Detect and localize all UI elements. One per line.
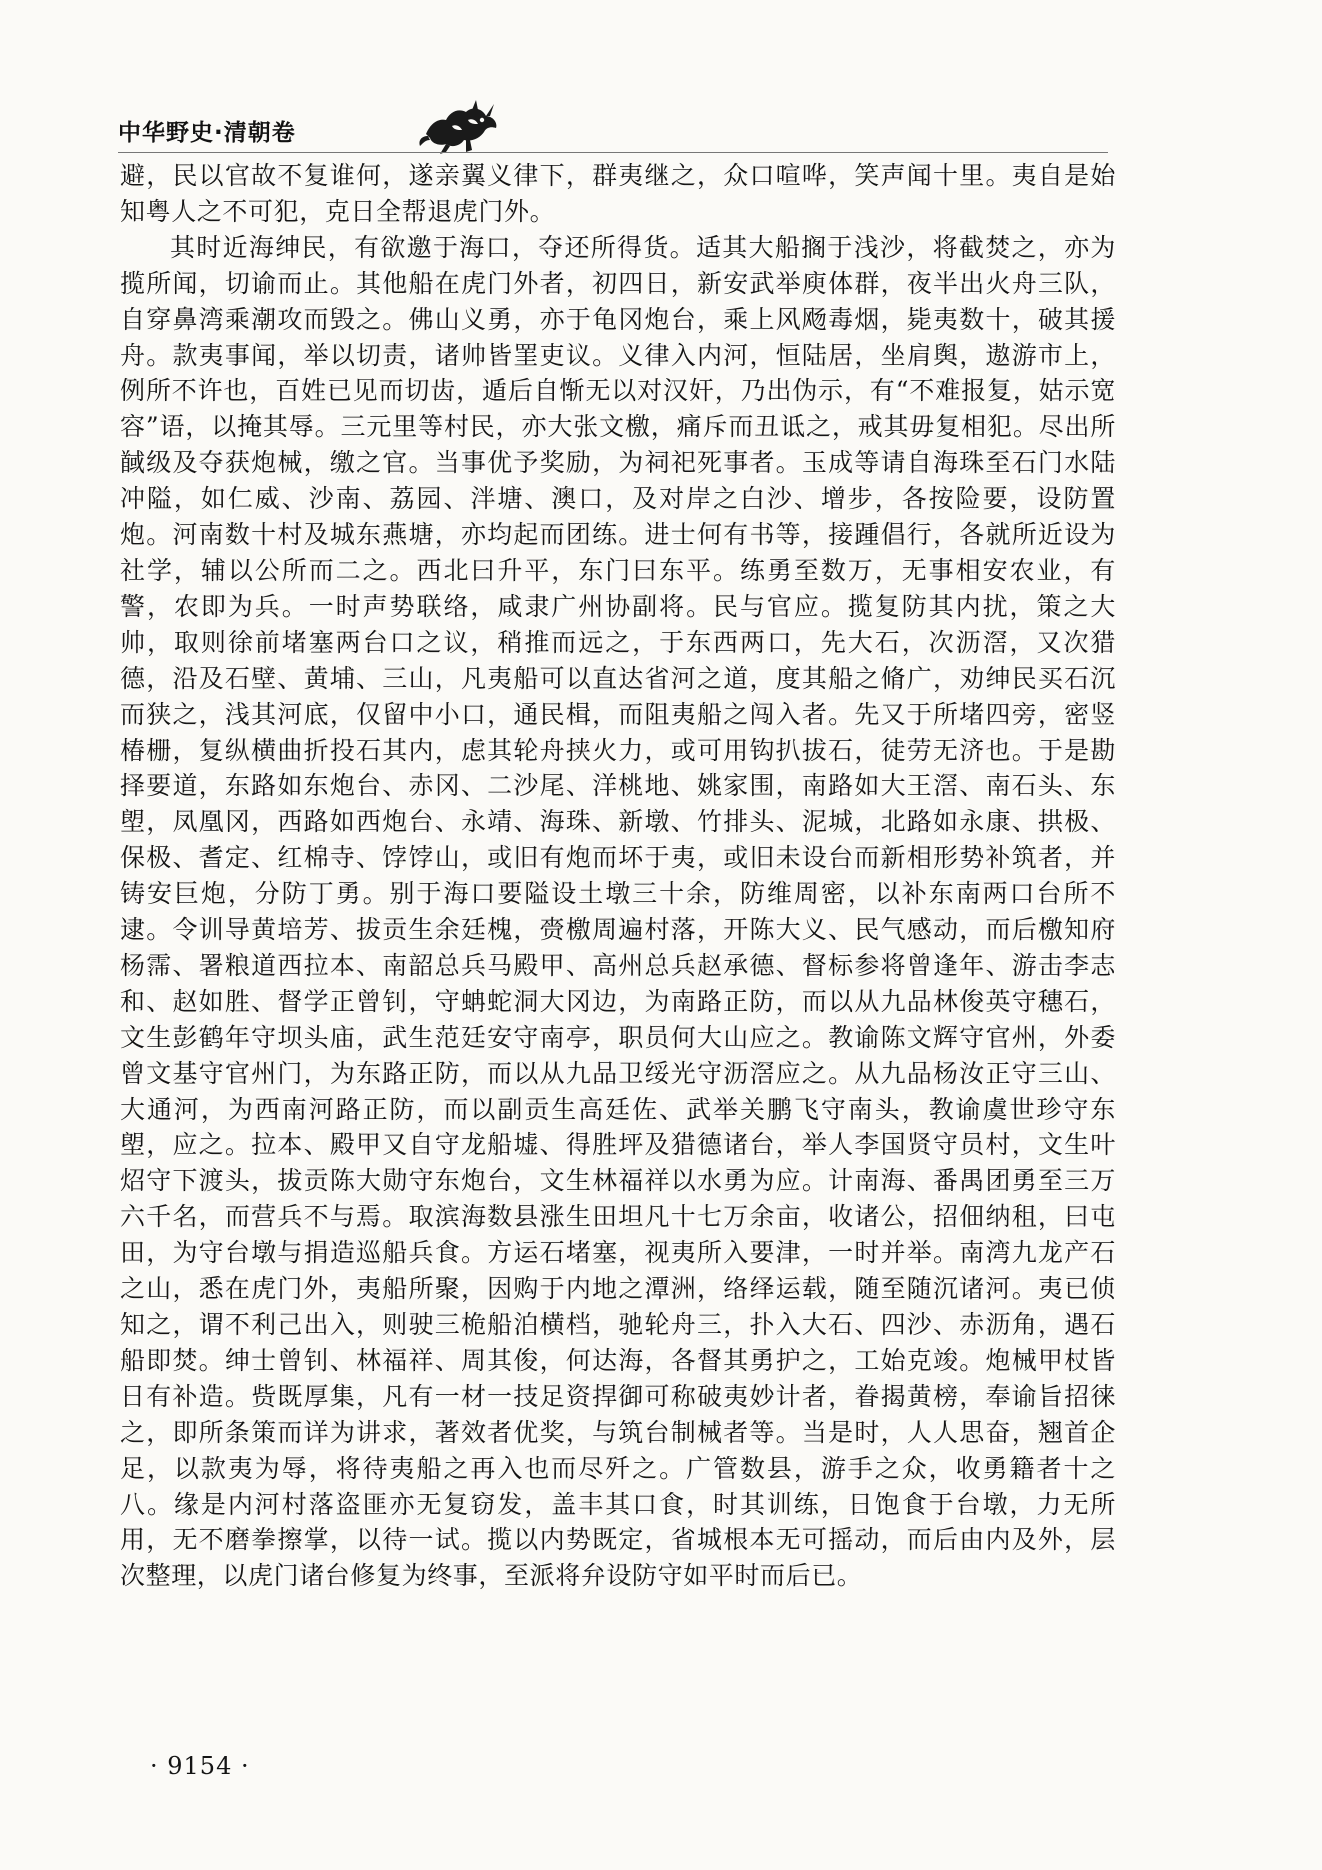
page-number: · 9154 · xyxy=(150,1752,250,1780)
dragon-emblem-icon xyxy=(416,96,504,156)
header-divider xyxy=(118,152,1108,153)
running-header xyxy=(118,96,558,154)
body-text xyxy=(120,158,1116,1594)
paragraph-continued: 避，民以官故不复谁何，遂亲翼义律下，群夷继之，众口喧哗，笑声闻十里。夷自是始知粤人之不可犯，克日全帮退虎门外。 xyxy=(120,161,1116,226)
book-title: 中华野史·清朝卷 xyxy=(118,120,296,146)
paragraph: 其时近海绅民，有欲邀于海口，夺还所得货。适其大船搁于浅沙，将截焚之，亦为揽所闻，切谕而止。其他船在虎门外者，初四日，新安武举庾体群，夜半出火舟三队，自穿鼻湾乘潮攻而毁之。佛山义勇，亦于龟冈炮台，乘上风飏毒烟，毙夷数十，破其援舟。款夷事闻，举以切责，诸帅皆罣吏议。义律入内河，恒陆居，坐肩舆，遨游市上，例所不许也，百姓已见而切齿，遁后自惭无以对汉奸，乃出伪示，有“不难报复，姑示宽容”语，以掩其辱。三元里等村民，亦大张文檄，痛斥而丑诋之，戒其毋复相犯。尽出所馘级及夺获炮械，缴之官。当事优予奖励，为祠祀死事者。玉成等请自海珠至石门水陆冲隘，如仁威、沙南、荔园、泮塘、澳口，及对岸之白沙、增步，各按险要，设防置炮。河南数十村及城东燕塘，亦均起而团练。进士何有书等，接踵倡行，各就所近设为社学，辅以公所而二之。西北曰升平，东门曰东平。练勇至数万，无事相安农业，有警，农即为兵。一时声势联络，咸隶广州协副将。民与官应。揽复防其内扰，策之大帅，取则徐前堵塞两台口之议，稍推而远之，于东西两口，先大石，次沥滘，又次猎德，沿及石壁、黄埔、三山，凡夷船可以直达省河之道，度其船之脩广，劝绅民买石沉而狭之，浅其河底，仅留中小口，通民楫，而阻夷船之闯入者。先又于所堵四旁，密竖椿栅，复纵横曲折投石其内，虑其轮舟挟火力，或可用钩扒拔石，徒劳无济也。于是勘择要道，东路如东炮台、赤冈、二沙尾、洋桃地、姚家围，南路如大王滘、南石头、东塱，凤凰冈，西路如西炮台、永靖、海珠、新墩、竹排头、泥城，北路如永康、拱极、保极、耆定、红棉寺、饽饽山，或旧有炮而坏于夷，或旧未设台而新相形势补筑者，并铸安巨炮，分防丁勇。别于海口要隘设土墩三十余，防维周密，以补东南两口台所不逮。令训导黄培芳、拔贡生余廷槐，赍檄周遍村落，开陈大义、民气感动，而后檄知府杨霈、署粮道西拉本、南韶总兵马殿甲、高州总兵赵承德、督标参将曾逢年、游击李志和、赵如胜、督学正曾钊，守蚺蛇洞大冈边，为南路正防，而以从九品林俊英守穗石，文生彭鹤年守坝头庙，武生范廷安守南亭，职员何大山应之。教谕陈文辉守官州，外委曾文基守官州门，为东路正防，而以从九品卫绥光守沥滘应之。从九品杨汝正守三山、大通河，为西南河路正防，而以副贡生高廷佐、武举关鹏飞守南头，教谕虞世珍守东塱，应之。拉本、殿甲又自守龙船墟、得胜坪及猎德诸台，举人李国贤守员村，文生叶炤守下渡头，拔贡陈大勋守东炮台，文生林福祥以水勇为应。计南海、番禺团勇至三万六千名，而营兵不与焉。取滨海数县涨生田坦凡十七万余亩，收诸公，招佃纳租，曰屯田，为守台墩与捐造巡船兵食。方运石堵塞，视夷所入要津，一时并举。南湾九龙产石之山，悉在虎门外，夷船所聚，因购于内地之潭洲，络绎运载，随至随沉诸河。夷已侦知之，谓不利己出入，则驶三桅船泊横档，驰轮舟三，扑入大石、四沙、赤沥角，遇石船即焚。绅士曾钊、林福祥、周其俊，何达海，各督其勇护之，工始克竣。炮械甲杖皆日有补造。赀既厚集，凡有一材一技足资捍御可称破夷妙计者，眷揭黄榜，奉谕旨招徕之，即所条策而详为讲求，著效者优奖，与筑台制械者等。当是时，人人思奋，翘首企足，以款夷为辱，将待夷船之再入也而尽歼之。广管数县，游手之众，收勇籍者十之八。缘是内河村落盗匪亦无复窃发，盖丰其口食，时其训练，日饱食于台墩，力无所用，无不磨拳擦掌，以待一试。揽以内势既定，省城根本无可摇动，而后由内及外，层次整理，以虎门诸台修复为终事，至派将弁设防守如平时而后已。 xyxy=(120,232,1116,1591)
